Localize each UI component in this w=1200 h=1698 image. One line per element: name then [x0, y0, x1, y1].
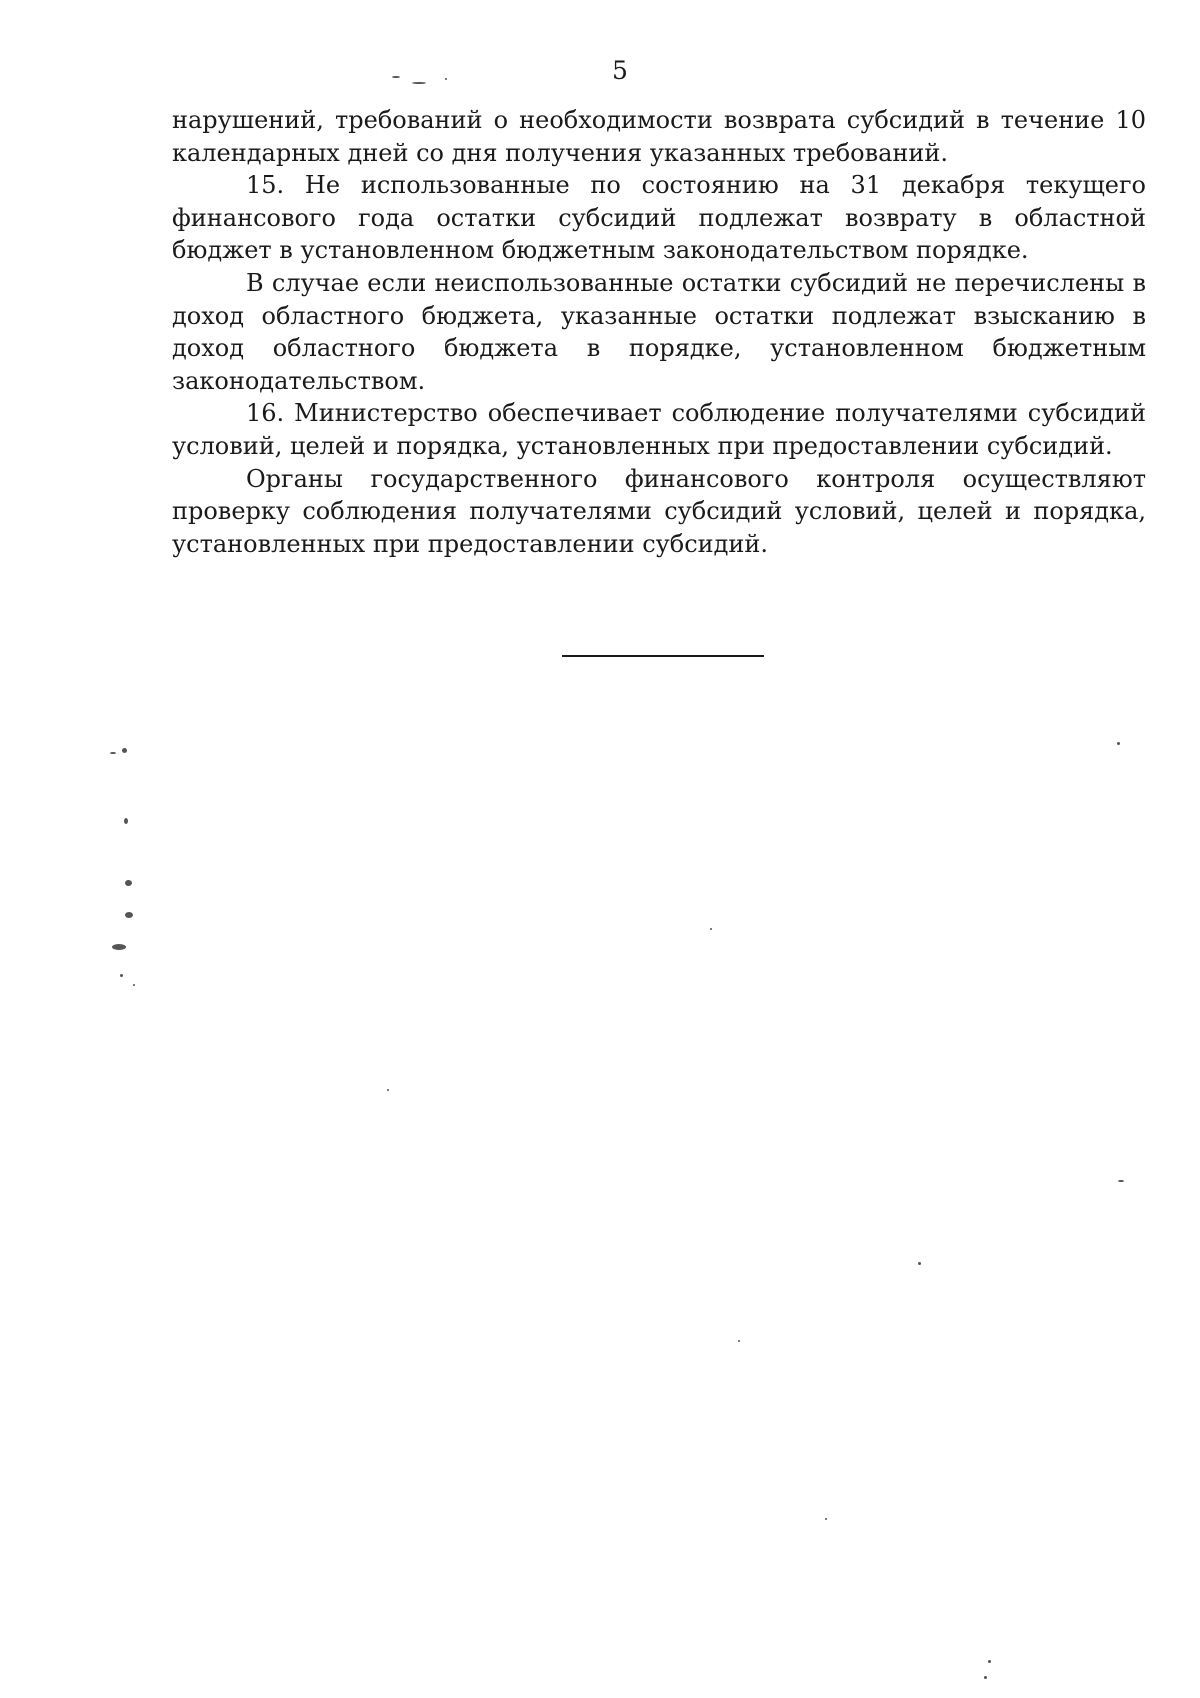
paragraph-item-16: 16. Министерство обеспечивает соблюдение получателями субсидий условий, целей и порядка, установленных при предоставлении субсидий.	[172, 399, 1146, 460]
page-number: 5	[612, 56, 628, 85]
scan-speck	[918, 1262, 921, 1265]
scan-speck	[1118, 1180, 1124, 1182]
scan-speck	[1117, 742, 1120, 745]
scan-speck	[738, 1340, 740, 1342]
scan-speck	[124, 818, 128, 824]
paragraph-financial-control: Органы государственного финансового контроля осуществляют проверку соблюдения получателями субсидий условий, целей и порядка, установленных при предоставлении субсидий.	[172, 464, 1146, 558]
document-body	[172, 104, 1146, 560]
scan-speck	[445, 78, 447, 80]
end-of-document-rule	[562, 655, 764, 657]
scan-speck	[110, 752, 116, 754]
scan-speck	[710, 928, 712, 930]
scan-speck	[392, 76, 400, 78]
scan-speck	[122, 748, 127, 753]
scan-speck	[387, 1089, 389, 1091]
paragraph-continuation: нарушений, требований о необходимости возврата субсидий в течение 10 календарных дней со дня получения указанных требований.	[172, 106, 1146, 167]
paragraph-item-15: 15. Не использованные по состоянию на 31 декабря текущего финансового года остатки субсидий подлежат возврату в областной бюджет в установленном бюджетным законодательством порядке.	[172, 171, 1146, 265]
scan-speck	[112, 944, 126, 950]
scan-speck	[133, 984, 135, 986]
paragraph-unused-balances: В случае если неиспользованные остатки субсидий не перечислены в доход областного бюджета, указанные остатки подлежат взысканию в доход областного бюджета в порядке, установленном бюджетным законодательством.	[172, 268, 1146, 395]
scan-speck	[125, 912, 133, 918]
scan-speck	[825, 1518, 827, 1520]
scan-speck	[984, 1676, 987, 1679]
scan-speck	[125, 880, 132, 886]
scan-speck	[412, 82, 426, 84]
scan-speck	[120, 974, 123, 977]
scan-speck	[988, 1660, 991, 1663]
